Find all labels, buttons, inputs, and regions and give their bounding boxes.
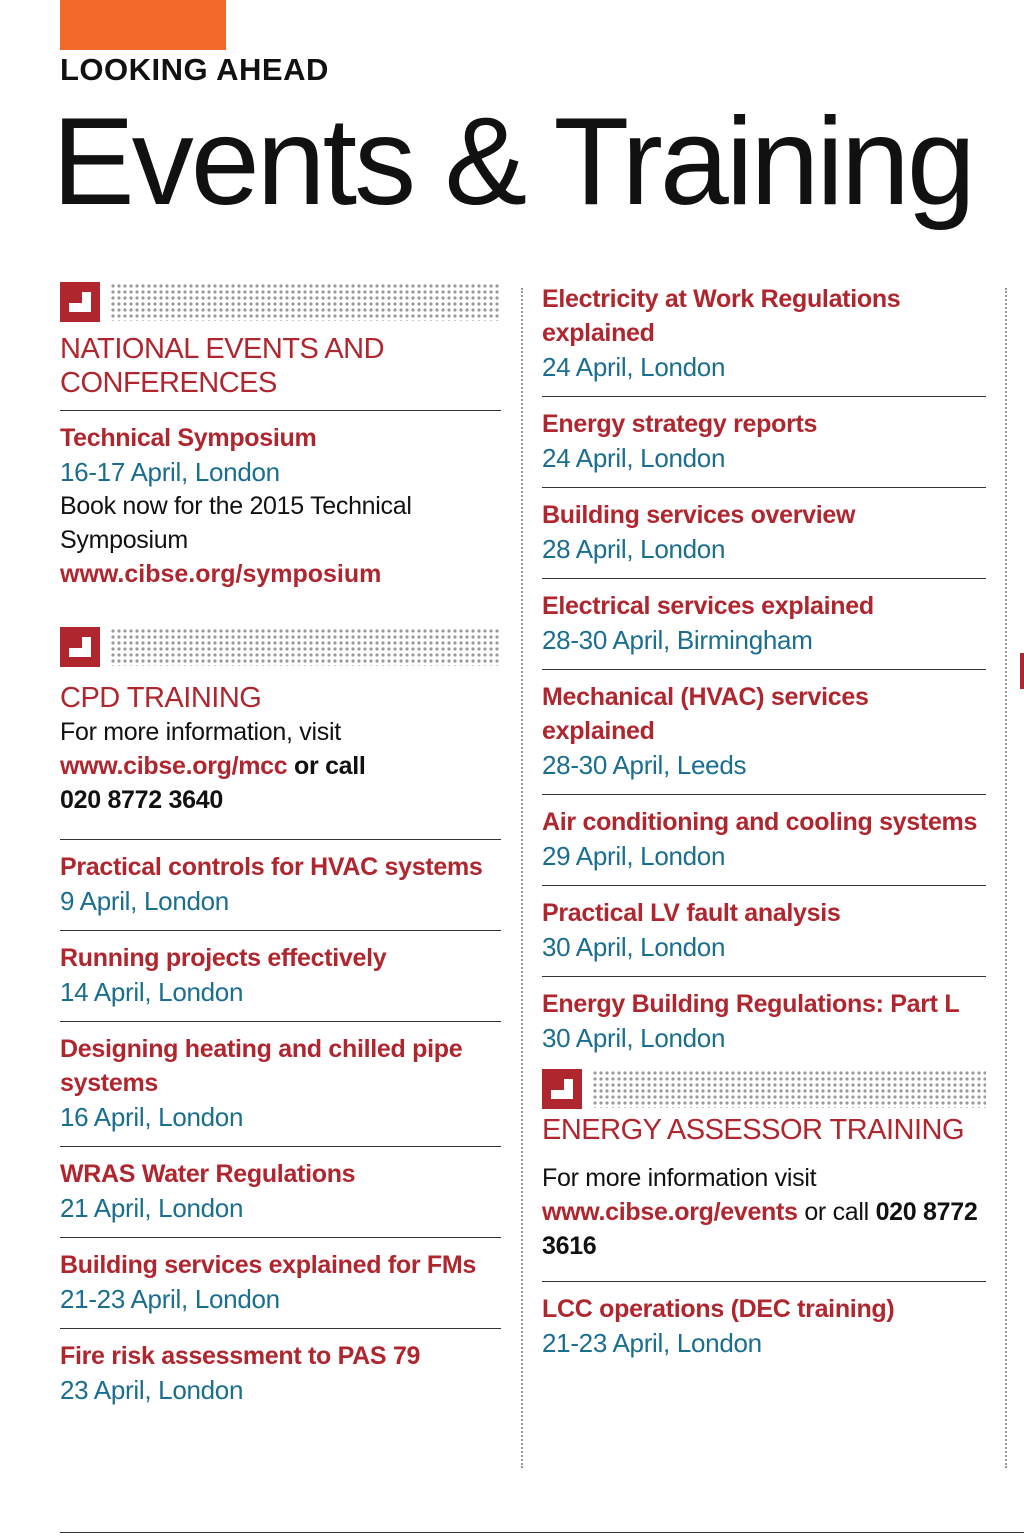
cpd-info-text: For more information, visit: [60, 718, 341, 746]
event-description: Book now for the 2015 Technical Symposium: [60, 492, 412, 554]
energy-call-text: or call: [797, 1198, 876, 1226]
event-item: [60, 839, 501, 930]
section-title-cpd: CPD TRAINING: [60, 682, 262, 714]
event-name: Energy Building Regulations: Part L: [542, 990, 960, 1018]
event-date: 16 April, London: [60, 1102, 244, 1132]
event-name: Air conditioning and cooling systems: [542, 808, 978, 836]
section-kicker: LOOKING AHEAD: [60, 52, 329, 87]
energy-info-text: For more information visit: [542, 1164, 817, 1192]
middle-column: [542, 282, 986, 1372]
corner-arrow-icon: [60, 627, 100, 667]
cpd-call-text: or call: [287, 752, 366, 780]
event-name: Building services overview: [542, 501, 856, 529]
dotted-rule: [110, 283, 501, 321]
section-header-national: [60, 282, 501, 322]
page-title: Events & Training: [52, 93, 973, 231]
left-column: [60, 282, 501, 1419]
event-date: 24 April, London: [542, 443, 726, 473]
event-name: Running projects effectively: [60, 944, 387, 972]
event-name: Technical Symposium: [60, 424, 317, 452]
energy-phone: 020 8772 3616: [542, 1198, 978, 1260]
event-item: [542, 1281, 986, 1372]
event-date: 21-23 April, London: [60, 1284, 280, 1314]
event-name: LCC operations (DEC training): [542, 1295, 895, 1323]
event-item: [542, 976, 986, 1069]
event-date: 30 April, London: [542, 932, 726, 962]
event-item: [542, 669, 986, 794]
event-date: 21 April, London: [60, 1193, 244, 1223]
event-item: [542, 885, 986, 976]
event-date: 28-30 April, Leeds: [542, 750, 747, 780]
cpd-info: [60, 715, 501, 839]
event-item: [542, 794, 986, 885]
event-name: Practical LV fault analysis: [542, 899, 841, 927]
section-header-energy: [542, 1069, 986, 1109]
event-name: Fire risk assessment to PAS 79: [60, 1342, 421, 1370]
event-name: Electrical services explained: [542, 592, 874, 620]
event-date: 23 April, London: [60, 1375, 244, 1405]
event-name: WRAS Water Regulations: [60, 1160, 356, 1188]
symposium-link[interactable]: www.cibse.org/symposium: [60, 560, 382, 588]
event-item: [60, 1328, 501, 1419]
event-date: 28-30 April, Birmingham: [542, 625, 813, 655]
column-divider: [1005, 288, 1007, 1468]
bottom-rule: [60, 1532, 1024, 1533]
event-item: [60, 1021, 501, 1146]
event-name: Practical controls for HVAC systems: [60, 853, 483, 881]
event-name: Energy strategy reports: [542, 410, 818, 438]
event-date: 9 April, London: [60, 886, 229, 916]
dotted-rule: [110, 628, 501, 666]
event-name: Designing heating and chilled pipe systems: [60, 1035, 463, 1097]
event-item: [60, 930, 501, 1021]
event-item: [60, 411, 501, 603]
event-date: 14 April, London: [60, 977, 244, 1007]
event-date: 30 April, London: [542, 1023, 726, 1053]
event-item: [542, 578, 986, 669]
event-date: 24 April, London: [542, 352, 726, 382]
cpd-link[interactable]: www.cibse.org/mcc: [60, 752, 288, 780]
header-orange-tab: [60, 0, 226, 50]
section-header-cpd: [60, 627, 501, 667]
section-title-energy: ENERGY ASSESSOR TRAINING: [542, 1114, 965, 1146]
dotted-rule: [592, 1070, 986, 1108]
cropped-section-icon: [1020, 653, 1024, 689]
event-name: Building services explained for FMs: [60, 1251, 477, 1279]
energy-info: [542, 1161, 986, 1281]
event-name: Mechanical (HVAC) services explained: [542, 683, 869, 745]
event-item: [60, 1146, 501, 1237]
event-date: 29 April, London: [542, 841, 726, 871]
event-item: [60, 1237, 501, 1328]
column-divider: [521, 288, 523, 1468]
event-date: 21-23 April, London: [542, 1328, 762, 1358]
section-title-national: NATIONAL EVENTS AND CONFERENCES: [60, 332, 501, 411]
event-item: [542, 487, 986, 578]
corner-arrow-icon: [542, 1069, 582, 1109]
event-name: Electricity at Work Regulations explained: [542, 285, 901, 347]
corner-arrow-icon: [60, 282, 100, 322]
event-item: [542, 396, 986, 487]
cpd-phone: 020 8772 3640: [60, 786, 223, 814]
event-item: [542, 282, 986, 396]
event-date: 28 April, London: [542, 534, 726, 564]
events-link[interactable]: www.cibse.org/events: [542, 1198, 798, 1226]
event-date: 16-17 April, London: [60, 457, 280, 487]
